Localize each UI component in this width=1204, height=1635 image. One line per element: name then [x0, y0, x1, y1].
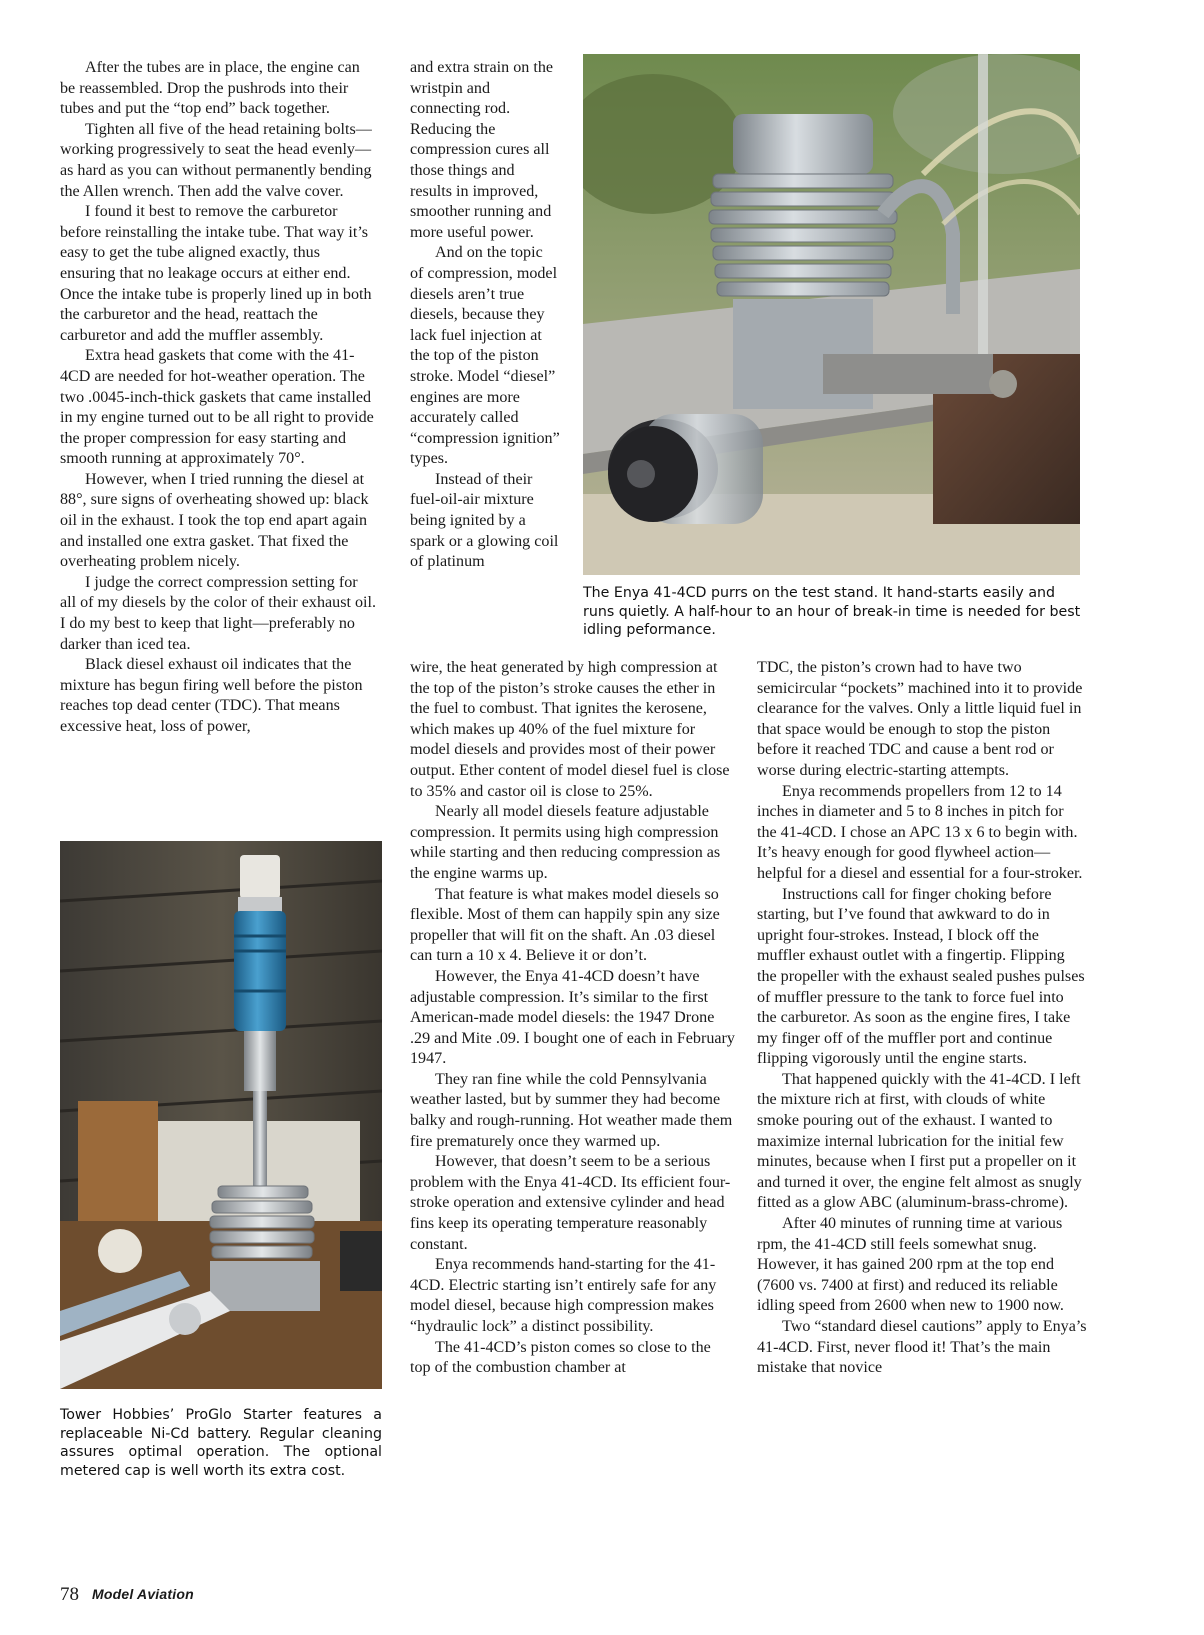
engine-test-stand-photo — [583, 54, 1080, 575]
paragraph: Instructions call for finger choking before starting, but I’ve found that awkward to do in upright four-strokes. Instead, I block off the muffler exhaust outlet with a fingertip. Flipping the propeller with the exhaust sealed pushes pulses of muffler pressure to the tank to force fuel into the carburetor. As soon as the engine fires, I take my finger off of the muffler port and continue flipping vigorously until the engine starts. — [757, 885, 1085, 1068]
paragraph: However, that doesn’t seem to be a serious problem with the Enya 41-4CD. Its efficient four-stroke operation and extensive cylinder and head fins keep its operating temperature reasonably constant. — [410, 1153, 731, 1253]
proglo-starter-photo — [60, 841, 382, 1389]
paragraph: The 41-4CD’s piston comes so close to the top of the combustion chamber at — [410, 1338, 711, 1377]
paragraph: That happened quickly with the 41-4CD. I left the mixture rich at first, with clouds of white smoke pouring out of the exhaust. I wanted to maximize internal lubrication for the initial few minutes, because when I first put a propeller on it and turned it over, the engine felt almost as snugly fitted as a glow ABC (aluminum-brass-chrome). — [757, 1070, 1082, 1212]
paragraph: Nearly all model diesels feature adjustable compression. It permits using high compression while starting and then reducing compression as the engine warms up. — [410, 803, 721, 882]
paragraph: That feature is what makes model diesels so flexible. Most of them can happily spin any size propeller that will fit on the shaft. An .03 diesel can turn a 10 x 4. Believe it or don’t. — [410, 885, 720, 965]
paragraph: wire, the heat generated by high compression at the top of the piston’s stroke causes the ether in the fuel to combust. That ignites the kerosene, which makes up 40% of the fuel mixture for model diesels and provides most of their power output. Ether content of model diesel fuel is close to 35% and castor oil is close to 25%. — [410, 659, 730, 800]
paragraph: Tighten all five of the head retaining bolts—working progressively to seat the head evenly—as hard as you can without permanently bending the Allen wrench. Then add the valve cover. — [60, 120, 372, 200]
column-2-narrow — [410, 58, 560, 573]
paragraph: I found it best to remove the carburetor before reinstalling the intake tube. That way it’s easy to get the tube aligned exactly, thus ensuring that no leakage occurs at either end. Once the intake tube is properly lined up in both the carburetor and the head, reattach the carburetor and add the muffler assembly. — [60, 203, 372, 344]
paragraph: Black diesel exhaust oil indicates that the mixture has begun firing well before the piston reaches top dead center (TDC). That means excessive heat, loss of power, — [60, 656, 363, 735]
paragraph: Two “standard diesel cautions” apply to Enya’s 41-4CD. First, never flood it! That’s the main mistake that novice — [757, 1318, 1087, 1377]
paragraph: However, the Enya 41-4CD doesn’t have adjustable compression. It’s similar to the first American-made model diesels: the 1947 Drone .29 and Mite .09. I bought one of each in February 1947. — [410, 967, 735, 1068]
paragraph: and extra strain on the wristpin and connecting rod. Reducing the compression cures all those things and results in improved, smoother running and more useful power. — [410, 59, 554, 241]
paragraph: Instead of their fuel-oil-air mixture being ignited by a spark or a glowing coil of platinum — [410, 470, 559, 571]
column-2 — [410, 658, 735, 1379]
page-number: 78 — [60, 1584, 79, 1605]
column-3 — [757, 658, 1087, 1379]
engine-photo-caption: The Enya 41-4CD purrs on the test stand. It hand-starts easily and runs quietly. A half-hour to an hour of break-in time is needed for best idling peformance. — [583, 585, 1081, 639]
paragraph: Enya recommends hand-starting for the 41-4CD. Electric starting isn’t entirely safe for any model diesel, because high compression makes “hydraulic lock” a distinct possibility. — [410, 1256, 717, 1335]
paragraph: And on the topic of compression, model diesels aren’t true diesels, because they lack fuel injection at the top of the piston stroke. Model “diesel” engines are more accurately called “compression ignition” types. — [410, 244, 560, 468]
column-1 — [60, 58, 376, 738]
magazine-name: Model Aviation — [92, 1586, 194, 1602]
paragraph: However, when I tried running the diesel at 88°, sure signs of overheating showed up: black oil in the exhaust. I took the top end apart again and installed one extra gasket. That fixed the overheating problem nicely. — [60, 470, 369, 571]
paragraph: After 40 minutes of running time at various rpm, the 41-4CD still feels somewhat snug. However, it has gained 200 rpm at the top end (7600 vs. 7400 at first) and reduced its reliable idling speed from 2600 when new to 1900 now. — [757, 1215, 1064, 1315]
paragraph: I judge the correct compression setting for all of my diesels by the color of their exhaust oil. I do my best to keep that light—preferably no darker than iced tea. — [60, 573, 376, 653]
paragraph: After the tubes are in place, the engine can be reassembled. Drop the pushrods into their tubes and put the “top end” back together. — [60, 59, 360, 118]
paragraph: TDC, the piston’s crown had to have two semicircular “pockets” machined into it to provide clearance for the valves. Only a little liquid fuel in that space would be enough to stop the piston before it reached TDC and cause a bent rod or worse during electric-starting attempts. — [757, 659, 1083, 779]
starter-photo-caption: Tower Hobbies’ ProGlo Starter features a replaceable Ni-Cd battery. Regular cleaning assures optimal operation. The optional metered cap is well worth its extra cost. — [60, 1407, 382, 1479]
paragraph: They ran fine while the cold Pennsylvania weather lasted, but by summer they had become balky and rough-running. Hot weather made them fire prematurely once they warmed up. — [410, 1070, 733, 1150]
paragraph: Extra head gaskets that come with the 41-4CD are needed for hot-weather operation. The two .0045-inch-thick gaskets that came installed in my engine turned out to be all right to provide the proper compression for easy starting and smooth running at approximately 70°. — [60, 347, 374, 468]
paragraph: Enya recommends propellers from 12 to 14 inches in diameter and 5 to 8 inches in pitch for the 41-4CD. I chose an APC 13 x 6 to begin with. It’s heavy enough for good flywheel action—helpful for a diesel and essential for a four-stroker. — [757, 782, 1083, 882]
